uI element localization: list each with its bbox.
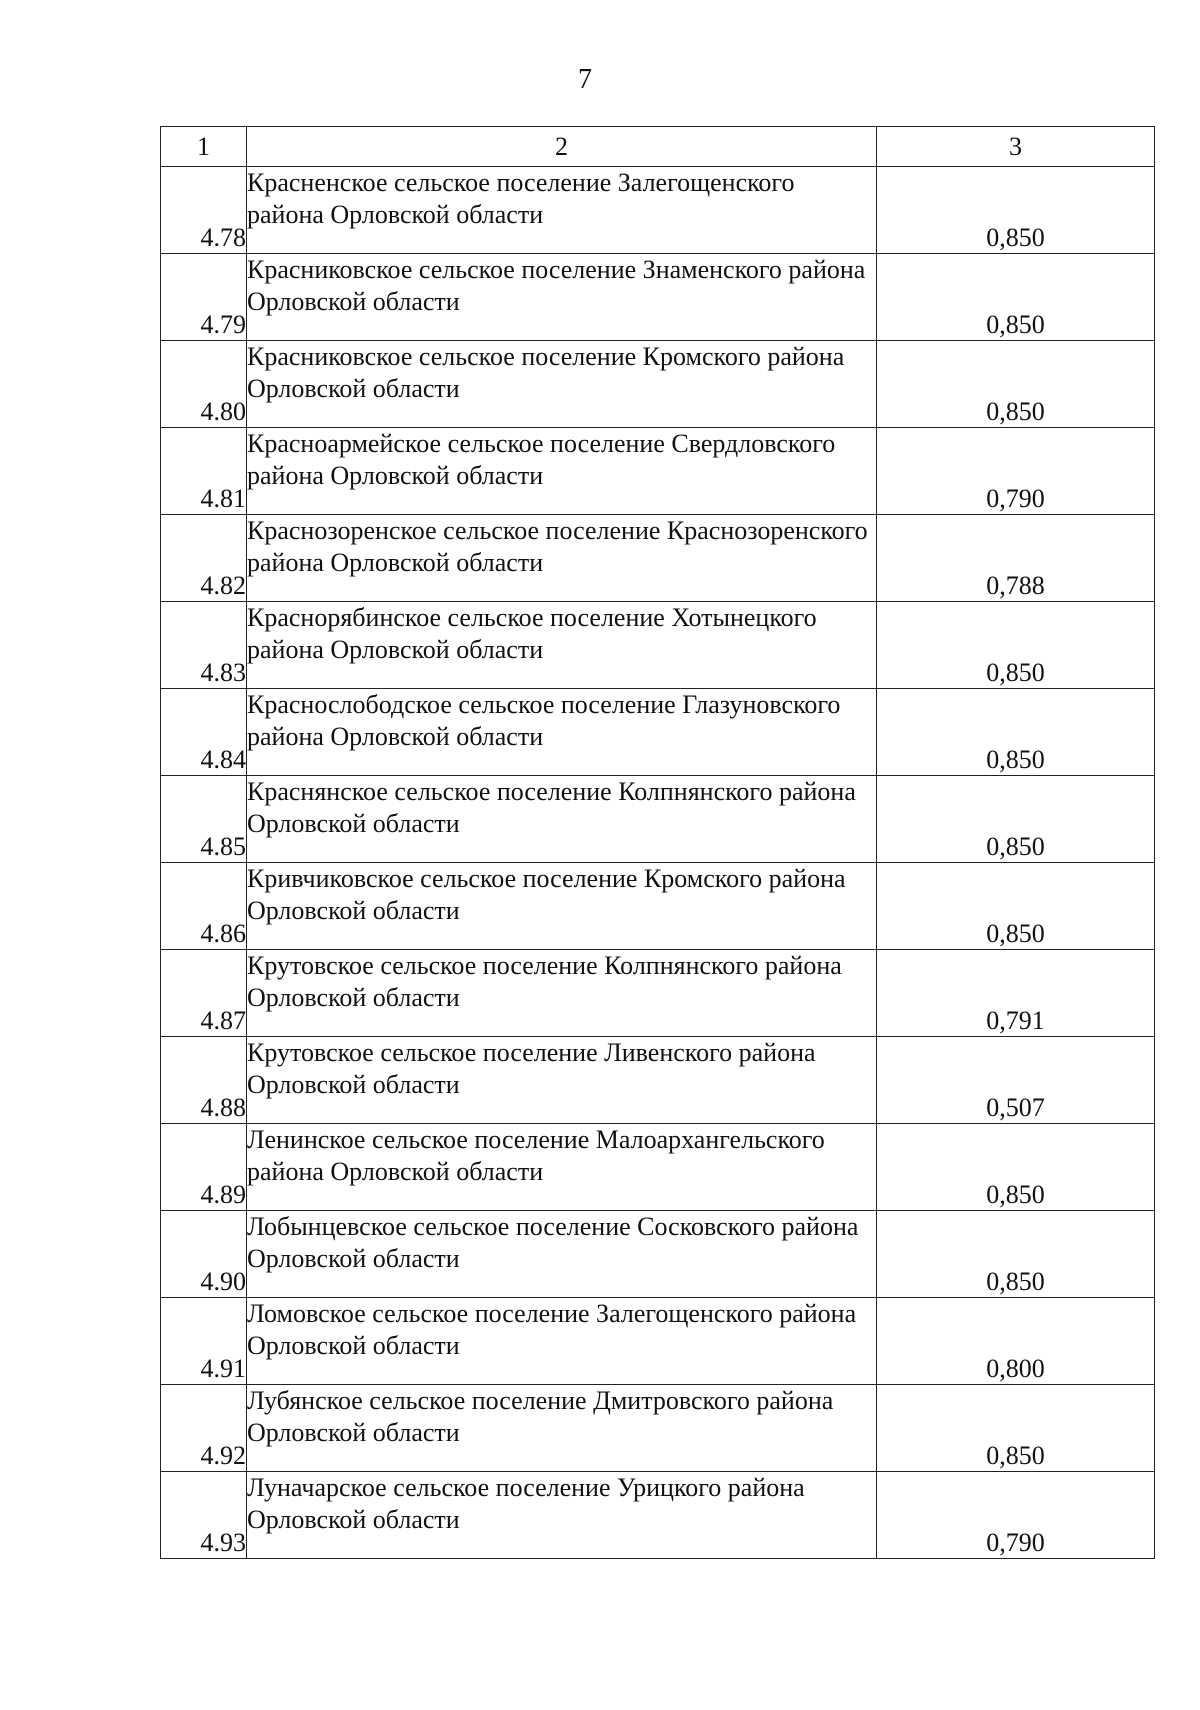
page-number: 7 bbox=[578, 64, 592, 95]
coefficient-value: 0,850 bbox=[877, 167, 1155, 254]
coefficient-value: 0,850 bbox=[877, 1385, 1155, 1472]
row-number: 4.82 bbox=[161, 515, 247, 602]
row-number: 4.90 bbox=[161, 1211, 247, 1298]
row-number: 4.83 bbox=[161, 602, 247, 689]
table-row bbox=[161, 1124, 1155, 1211]
settlement-name: Крутовское сельское поселение Колпнянского района Орловской области bbox=[247, 950, 877, 1037]
coefficient-value: 0,850 bbox=[877, 341, 1155, 428]
coefficient-value: 0,800 bbox=[877, 1298, 1155, 1385]
row-number: 4.92 bbox=[161, 1385, 247, 1472]
row-number: 4.86 bbox=[161, 863, 247, 950]
coefficient-value: 0,850 bbox=[877, 602, 1155, 689]
settlement-name: Лобынцевское сельское поселение Сосковского района Орловской области bbox=[247, 1211, 877, 1298]
coefficient-value: 0,788 bbox=[877, 515, 1155, 602]
coefficient-value: 0,507 bbox=[877, 1037, 1155, 1124]
settlement-name: Красненское сельское поселение Залегощенского района Орловской области bbox=[247, 167, 877, 254]
coefficient-value: 0,850 bbox=[877, 776, 1155, 863]
settlement-name: Красноармейское сельское поселение Свердловского района Орловской области bbox=[247, 428, 877, 515]
row-number: 4.85 bbox=[161, 776, 247, 863]
row-number: 4.93 bbox=[161, 1472, 247, 1559]
column-header-3: 3 bbox=[877, 127, 1155, 167]
coefficient-value: 0,850 bbox=[877, 863, 1155, 950]
table-row bbox=[161, 689, 1155, 776]
table-row bbox=[161, 341, 1155, 428]
coefficient-value: 0,850 bbox=[877, 1211, 1155, 1298]
settlement-name: Краснослободское сельское поселение Глазуновского района Орловской области bbox=[247, 689, 877, 776]
table-body bbox=[161, 167, 1155, 1559]
row-number: 4.91 bbox=[161, 1298, 247, 1385]
table-row bbox=[161, 1037, 1155, 1124]
settlement-name: Лубянское сельское поселение Дмитровского района Орловской области bbox=[247, 1385, 877, 1472]
table-header-row bbox=[161, 127, 1155, 167]
table-row bbox=[161, 950, 1155, 1037]
coefficient-value: 0,850 bbox=[877, 254, 1155, 341]
table-row bbox=[161, 428, 1155, 515]
table-row bbox=[161, 863, 1155, 950]
settlement-name: Красниковское сельское поселение Знаменского района Орловской области bbox=[247, 254, 877, 341]
table-row bbox=[161, 1472, 1155, 1559]
row-number: 4.80 bbox=[161, 341, 247, 428]
table-row bbox=[161, 1211, 1155, 1298]
coefficient-value: 0,850 bbox=[877, 689, 1155, 776]
settlement-name: Красниковское сельское поселение Кромского района Орловской области bbox=[247, 341, 877, 428]
table-row bbox=[161, 1298, 1155, 1385]
settlement-name: Ломовское сельское поселение Залегощенского района Орловской области bbox=[247, 1298, 877, 1385]
coefficient-value: 0,790 bbox=[877, 1472, 1155, 1559]
table-row bbox=[161, 254, 1155, 341]
row-number: 4.81 bbox=[161, 428, 247, 515]
settlement-name: Краснянское сельское поселение Колпнянского района Орловской области bbox=[247, 776, 877, 863]
settlement-name: Краснорябинское сельское поселение Хотынецкого района Орловской области bbox=[247, 602, 877, 689]
coefficient-value: 0,791 bbox=[877, 950, 1155, 1037]
row-number: 4.87 bbox=[161, 950, 247, 1037]
settlement-name: Краснозоренское сельское поселение Краснозоренского района Орловской области bbox=[247, 515, 877, 602]
coefficient-value: 0,850 bbox=[877, 1124, 1155, 1211]
table-row bbox=[161, 602, 1155, 689]
column-header-2: 2 bbox=[247, 127, 877, 167]
settlement-name: Крутовское сельское поселение Ливенского района Орловской области bbox=[247, 1037, 877, 1124]
table-row bbox=[161, 776, 1155, 863]
table-row bbox=[161, 515, 1155, 602]
coefficient-value: 0,790 bbox=[877, 428, 1155, 515]
row-number: 4.89 bbox=[161, 1124, 247, 1211]
row-number: 4.84 bbox=[161, 689, 247, 776]
row-number: 4.79 bbox=[161, 254, 247, 341]
row-number: 4.78 bbox=[161, 167, 247, 254]
settlement-name: Кривчиковское сельское поселение Кромского района Орловской области bbox=[247, 863, 877, 950]
column-header-1: 1 bbox=[161, 127, 247, 167]
row-number: 4.88 bbox=[161, 1037, 247, 1124]
table-row bbox=[161, 1385, 1155, 1472]
settlement-name: Ленинское сельское поселение Малоархангельского района Орловской области bbox=[247, 1124, 877, 1211]
table-row bbox=[161, 167, 1155, 254]
coefficients-table bbox=[160, 126, 1155, 1559]
settlement-name: Луначарское сельское поселение Урицкого района Орловской области bbox=[247, 1472, 877, 1559]
